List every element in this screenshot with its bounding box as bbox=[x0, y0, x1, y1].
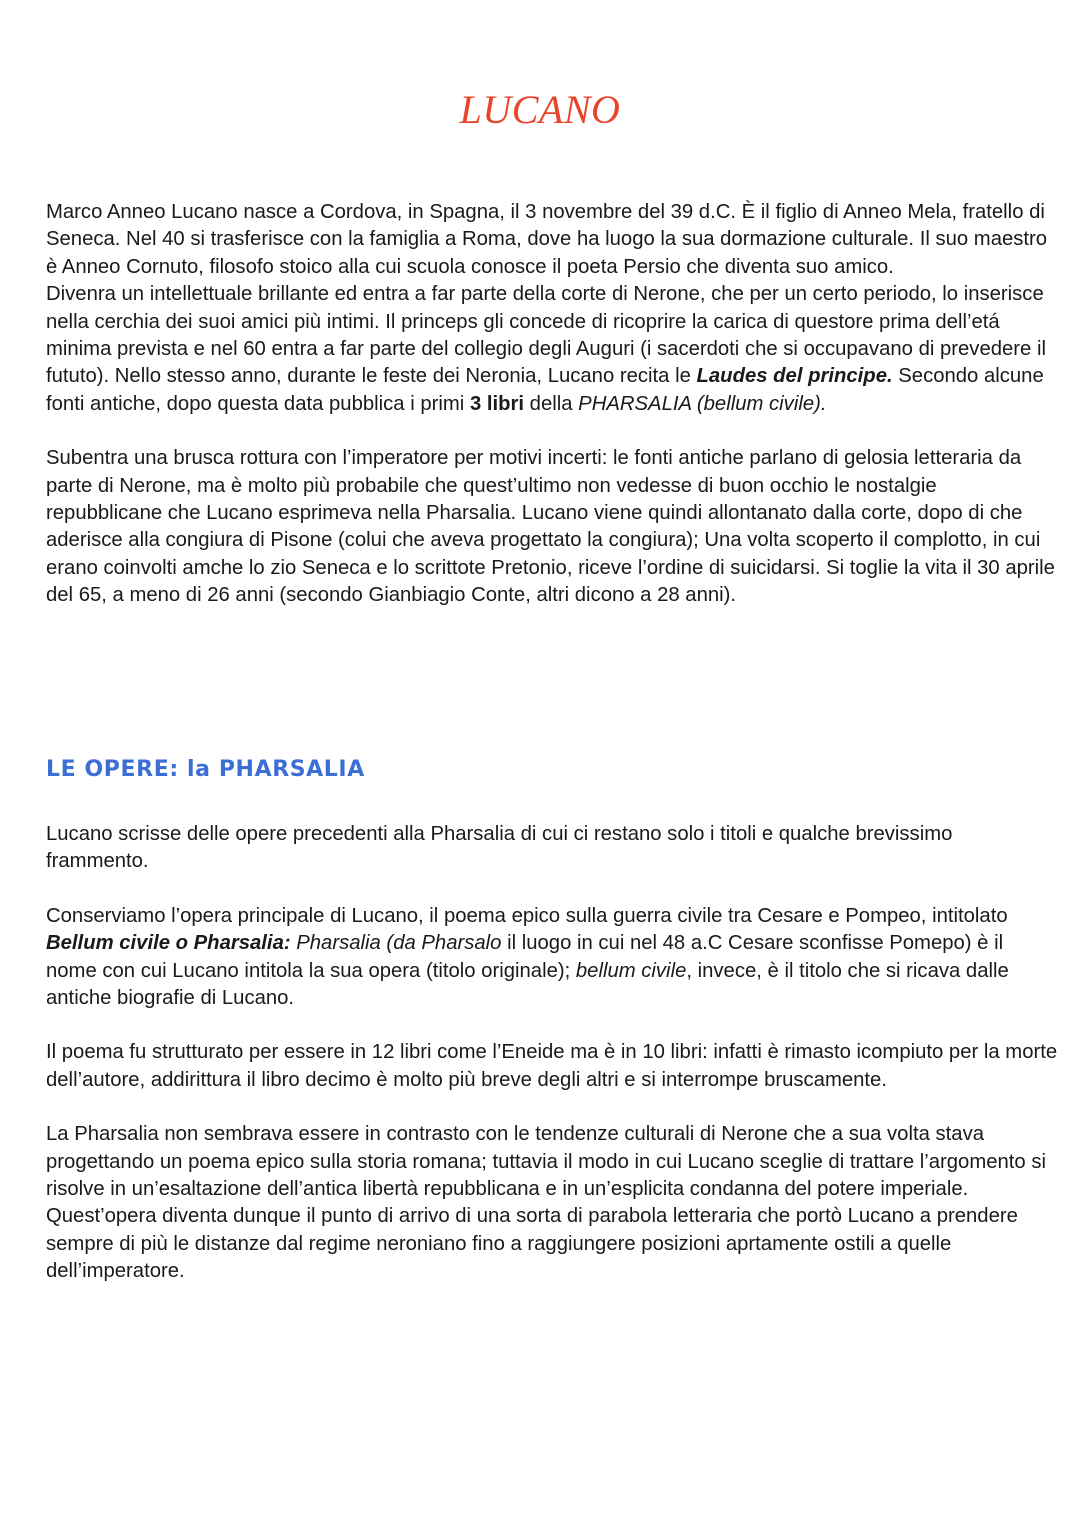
biography-section bbox=[46, 199, 1058, 610]
bio-paragraph-1: Marco Anneo Lucano nasce a Cordova, in Spagna, il 3 novembre del 39 d.C. È il figlio di Anneo Mela, fratello di Seneca. Nel 40 si trasferisce con la famiglia a Roma, dove ha luogo la sua dormazione culturale. Il suo maestro è Anneo Cornuto, filosofo stoico alla cui scuola conosce il poeta Persio che diventa suo amico. bbox=[46, 201, 1048, 278]
works-p2-text-c: il luogo in cui nel 48 a.C Cesare sconfisse Pomepo) è il nome con cui Lucano intitola la sua opera (titolo originale); bbox=[46, 932, 1004, 982]
bio-p2-text-b: Secondo alcune fonti antiche, dopo questa data pubblica i primi bbox=[46, 365, 1044, 415]
pharsalia-title: PHARSALIA (bellum civile). bbox=[578, 392, 827, 415]
works-paragraph-4: La Pharsalia non sembrava essere in contrasto con le tendenze culturali di Nerone che a sua volta stava progettando un poema epico sulla storia romana; tuttavia il modo in cui Lucano sceglie di trattare l’argomento si risolve in un’esaltazione dell’antica libertà repubblicana e in un’esplicita condanna del potere imperiale. Quest’opera diventa dunque il punto di arrivo di una sorta di parabola letteraria che portò Lucano a prendere sempre di più le distanze dal regime neroniano fino a raggiungere posizioni aprtamente ostili a quelle dell’imperatore. bbox=[46, 1123, 1046, 1283]
bio-p2-text-c: della bbox=[524, 392, 579, 415]
section-heading-opere: LE OPERE: la PHARSALIA bbox=[46, 757, 365, 782]
bio-p2-text-a: Divenra un intellettuale brillante ed entra a far parte della corte di Nerone, che per un certo periodo, lo inserisce nella cerchia dei suoi amici più intimi. Il princeps gli concede di ricoprire la carica di questore prima dell’etá minima prevista e nel 60 entra a far parte del collegio degli Auguri (i sacerdoti che si occupavano di prevedere il fututo). Nello stesso anno, durante le feste dei Neronia, Lucano recita le bbox=[46, 283, 1046, 388]
bellum-civile-italic: bellum civile bbox=[575, 959, 687, 982]
works-p2-text-a: Conserviamo l’opera principale di Lucano, il poema epico sulla guerra civile tra Cesare e Pompeo, intitolato bbox=[46, 904, 1008, 927]
bellum-civile-title: Bellum civile o Pharsalia: bbox=[46, 932, 291, 955]
page-title: LUCANO bbox=[459, 87, 621, 132]
three-books: 3 libri bbox=[469, 392, 525, 415]
laudes-title: Laudes del principe. bbox=[696, 365, 893, 388]
bio-paragraph-3: Subentra una brusca rottura con l’imperatore per motivi incerti: le fonti antiche parlano di gelosia letteraria da parte di Nerone, ma è molto più probabile che quest’ultimo non vedesse di buon occhio le nostalgie repubblicane che Lucano esprimeva nella Pharsalia. Lucano viene quindi allontanato dalla corte, dopo di che aderisce alla congiura di Pisone (colui che aveva progettato la congiura); Una volta scoperto il complotto, in cui erano coinvolti amche lo zio Seneca e lo scrittote Pretonio, riceve l’ordine di suicidarsi. Si toglie la vita il 30 aprile del 65, a meno di 26 anni (secondo Gianbiagio Conte, altri dicono a 28 anni). bbox=[46, 447, 1055, 607]
works-section bbox=[46, 821, 1058, 1286]
works-paragraph-3: Il poema fu strutturato per essere in 12 libri come l’Eneide ma è in 10 libri: infatti è rimasto icompiuto per la morte dell’autore, addirittura il libro decimo è molto più breve degli altri e si interrompe bruscamente. bbox=[46, 1041, 1058, 1091]
works-p2-text-d: , invece, è il titolo che si ricava dalle antiche biografie di Lucano. bbox=[46, 959, 1009, 1010]
works-paragraph-2 bbox=[46, 903, 1058, 1013]
bio-paragraph-2 bbox=[46, 281, 1058, 418]
pharsalia-origin: Pharsalia (da Pharsalo bbox=[296, 932, 502, 955]
works-paragraph-1: Lucano scrisse delle opere precedenti alla Pharsalia di cui ci restano solo i titoli e qualche brevissimo frammento. bbox=[46, 823, 953, 873]
